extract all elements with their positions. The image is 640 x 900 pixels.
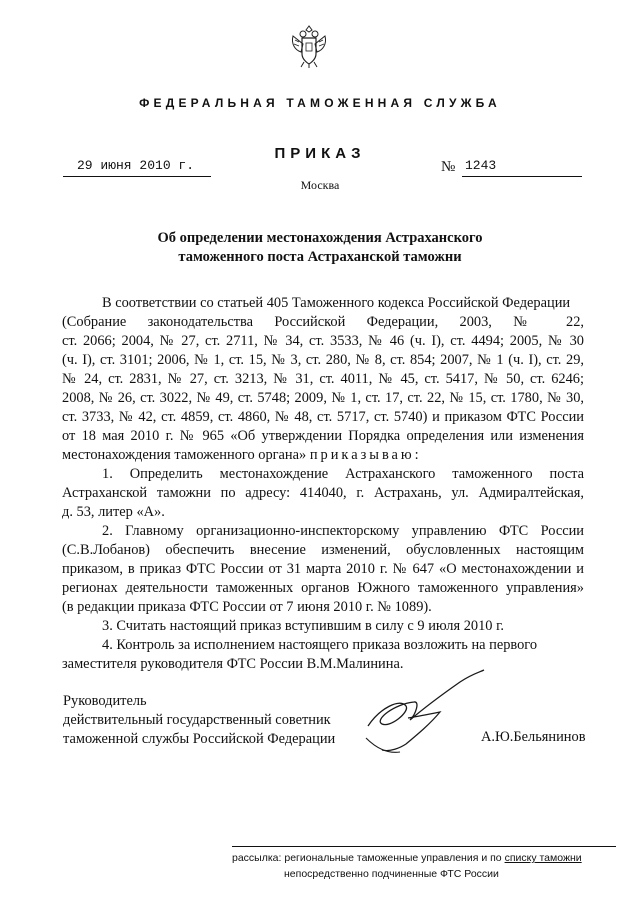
body-line: от 18 мая 2010 г. № 965 «Об утверждении Порядка определения или изменения <box>62 428 584 444</box>
body-line: 2008, № 26, ст. 3022, № 49, ст. 5748; 2009, № 1, ст. 17, ст. 22, № 15, ст. 1780, № 30, <box>62 390 584 406</box>
handwritten-signature <box>360 668 490 758</box>
body-line: Астраханской таможни по адресу: 414040, г. Астрахань, ул. Адмиралтейская, <box>62 485 584 501</box>
signatory-title-line: Руководитель <box>63 693 147 709</box>
body-line: приказом, в приказ ФТС России от 31 марта 2010 г. № 647 «О местонахождении и <box>62 561 584 577</box>
signatory-name: А.Ю.Бельянинов <box>481 729 586 745</box>
distribution-line-2: непосредственно подчиненные ФТС России <box>284 868 499 880</box>
signatory-title-line: действительный государственный советник <box>63 712 331 728</box>
body-line: 2. Главному организационно-инспекторскому управлению ФТС России <box>102 523 584 539</box>
body-line: В соответствии со статьей 405 Таможенного кодекса Российской Федерации <box>102 295 571 311</box>
order-number: 1243 <box>462 158 582 177</box>
body-line: регионах деятельности таможенных органов Южного таможенного управления» <box>62 580 584 596</box>
body-line: местонахождения таможенного органа» <box>62 447 307 463</box>
order-number-label: № <box>441 159 456 175</box>
body-line: (в редакции приказа ФТС России от 7 июня 2010 г. № 1089). <box>62 599 432 615</box>
order-heading <box>100 229 540 267</box>
signatory-title <box>63 692 335 749</box>
distribution-line-1 <box>232 850 616 866</box>
agency-name: ФЕДЕРАЛЬНАЯ ТАМОЖЕННАЯ СЛУЖБА <box>139 96 501 110</box>
body-line: № 24, ст. 2831, № 27, ст. 3213, № 31, ст. 4011, № 45, ст. 5417, № 50, ст. 6246; <box>62 371 584 387</box>
body-line: заместителя руководителя ФТС России В.М.Малинина. <box>62 656 404 672</box>
decree-word: приказываю: <box>309 447 422 463</box>
distribution-text: рассылка: региональные таможенные управления и по <box>232 852 502 864</box>
order-date: 29 июня 2010 г. <box>63 158 211 177</box>
body-line: ст. 3733, № 42, ст. 4859, ст. 4860, № 48, ст. 5717, ст. 5740) и приказом ФТС России <box>62 409 584 425</box>
body-line: 1. Определить местонахождение Астраханского таможенного поста <box>102 466 584 482</box>
coat-of-arms-emblem <box>289 22 329 68</box>
body-line: д. 53, литер «А». <box>62 504 165 520</box>
body-line: (С.В.Лобанов) обеспечить внесение изменений, обусловленных настоящим <box>62 542 584 558</box>
heading-line-2: таможенного поста Астраханской таможни <box>178 249 462 265</box>
order-title: ПРИКАЗ <box>274 145 366 162</box>
order-city: Москва <box>300 178 340 192</box>
order-body <box>62 294 584 674</box>
heading-line-1: Об определении местонахождения Астраханского <box>157 230 483 246</box>
body-line: (ч. I), ст. 3101; 2006, № 1, ст. 15, № 3, ст. 280, № 8, ст. 854; 2007, № 1 (ч. I), ст. 29, <box>62 352 584 368</box>
body-line: 3. Считать настоящий приказ вступившим в силу с 9 июля 2010 г. <box>102 618 504 634</box>
body-line: ст. 2066; 2004, № 27, ст. 2711, № 34, ст. 3533, № 46 (ч. I), ст. 4494; 2005, № 30 <box>62 333 584 349</box>
distribution-text-underlined: списку таможни <box>504 852 582 864</box>
signatory-title-line: таможенной службы Российской Федерации <box>63 731 336 747</box>
distribution-note <box>232 846 616 882</box>
body-line-decree <box>62 446 584 465</box>
body-line: 4. Контроль за исполнением настоящего приказа возложить на первого <box>102 637 538 653</box>
body-line: (Собрание законодательства Российской Федерации, 2003, № 22, <box>62 314 584 330</box>
